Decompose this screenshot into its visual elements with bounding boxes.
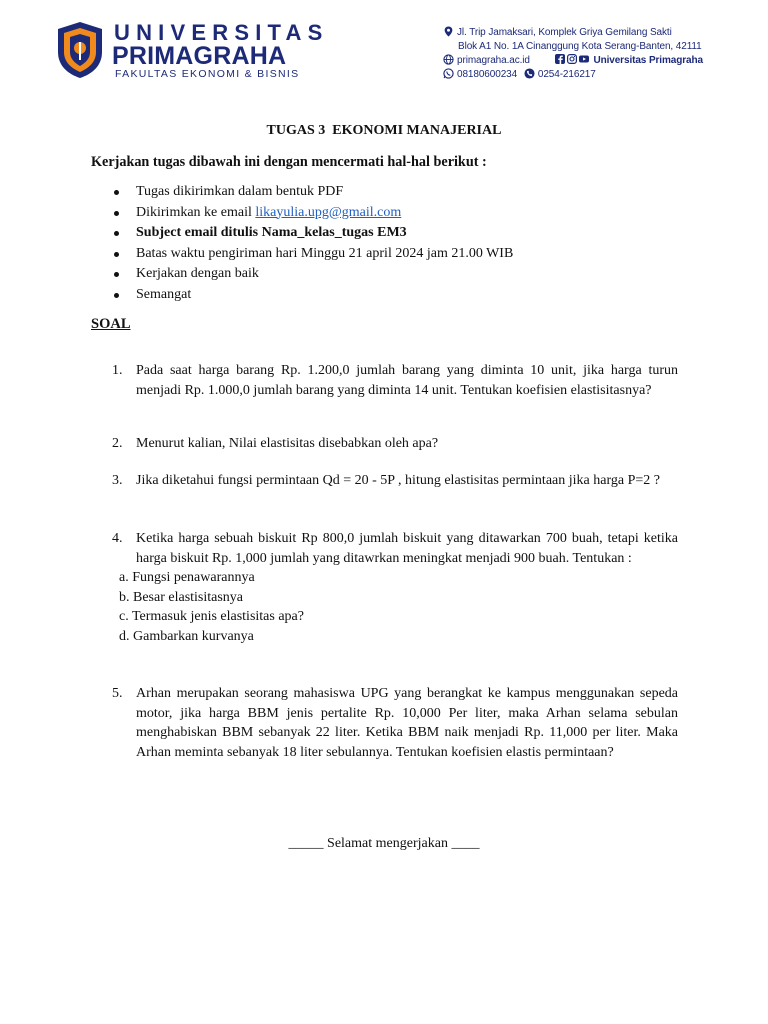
- question-1: [112, 361, 678, 400]
- whatsapp-icon: [443, 68, 454, 79]
- phone-whatsapp: 08180600234: [457, 69, 518, 80]
- sub-question: d. Gambarkan kurvanya: [119, 628, 254, 644]
- instructions-intro: Kerjakan tugas dibawah ini dengan mencermati hal-hal berikut :: [91, 154, 487, 170]
- question-2: [112, 434, 678, 454]
- university-name-line1: UNIVERSITAS: [114, 20, 329, 45]
- list-item: [91, 264, 513, 285]
- question-number: 2.: [112, 436, 123, 451]
- address-row-1: [443, 26, 672, 39]
- globe-icon: [443, 54, 454, 65]
- youtube-icon: [579, 54, 589, 64]
- list-item-text: Dikirimkan ke email: [136, 204, 256, 220]
- website-text: primagraha.ac.id: [457, 55, 530, 66]
- bullet-icon: [114, 231, 119, 236]
- sub-question: c. Termasuk jenis elastisitas apa?: [119, 609, 304, 624]
- address-line-1: Jl. Trip Jamaksari, Komplek Griya Gemilang Sakti: [457, 27, 672, 38]
- list-item-text: Batas waktu pengiriman hari Minggu 21 april 2024 jam 21.00 WIB: [136, 245, 514, 261]
- question-number: 4.: [112, 531, 123, 546]
- question-text: Jika diketahui fungsi permintaan Qd = 20 - 5P , hitung elastisitas permintaan jika harga P=2 ?: [136, 473, 660, 488]
- question-text: Ketika harga sebuah biskuit Rp 800,0 jumlah biskuit yang ditawarkan 700 buah, tetapi ketika harga biskuit Rp. 1,000 jumlah yang ditawrkan meningkat menjadi 900 buah. Tentukan :: [136, 531, 678, 566]
- closing-message: _____ Selamat mengerjakan ____: [288, 836, 480, 851]
- phone-icon: [524, 68, 535, 79]
- question-number: 1.: [112, 363, 123, 378]
- bullet-icon: [114, 211, 119, 216]
- social-icons: [555, 55, 594, 66]
- list-item-text: Subject email ditulis Nama_kelas_tugas EM3: [136, 225, 407, 240]
- list-item: [91, 203, 513, 224]
- bullet-icon: [114, 190, 119, 195]
- list-item-text: Semangat: [136, 286, 192, 302]
- question-3: [112, 471, 678, 491]
- phone-office: 0254-216217: [537, 69, 596, 80]
- instagram-icon: [567, 54, 577, 64]
- document-title: TUGAS 3 EKONOMI MANAJERIAL: [266, 123, 502, 138]
- list-item: [91, 223, 513, 244]
- sub-question: a. Fungsi penawarannya: [119, 570, 255, 585]
- list-item: [91, 182, 513, 203]
- social-name: Universitas Primagraha: [593, 55, 703, 66]
- list-item: [91, 285, 513, 306]
- question-number: 5.: [112, 686, 123, 701]
- university-logo-icon: [55, 20, 105, 80]
- question-text: Pada saat harga barang Rp. 1.200,0 jumlah barang yang diminta 10 unit, jika harga turun menjadi Rp. 1.000,0 jumlah barang yang diminta 14 unit. Tentukan koefisien elastisitasnya?: [136, 363, 678, 398]
- question-4: [112, 529, 678, 646]
- address-row-2: [458, 40, 702, 53]
- location-pin-icon: [443, 26, 454, 37]
- question-5: [112, 684, 678, 762]
- phone-row: [443, 68, 596, 81]
- web-social-row: [443, 54, 703, 67]
- bullet-icon: [114, 293, 119, 298]
- question-text: Arhan merupakan seorang mahasiswa UPG yang berangkat ke kampus menggunakan sepeda motor, jika harga BBM jenis pertalite Rp. 10,000 Per liter, maka Arhan selama sebulan menghabiskan BBM sebanyak 22 liter. Ketika BBM naik menjadi Rp. 11,000 per liter. Maka Arhan meminta sebanyak 18 liter sebulannya. Tentukan koefisien elastis permintaan?: [136, 686, 678, 760]
- facebook-icon: [555, 54, 565, 64]
- letterhead: [0, 0, 768, 100]
- list-item-text: Kerjakan dengan baik: [136, 266, 259, 281]
- faculty-name: FAKULTAS EKONOMI & BISNIS: [115, 68, 300, 80]
- instruction-list: [91, 182, 513, 305]
- bullet-icon: [114, 252, 119, 257]
- sub-question: b. Besar elastisitasnya: [119, 589, 244, 605]
- address-line-2: Blok A1 No. 1A Cinanggung Kota Serang-Banten, 42111: [458, 41, 702, 52]
- question-number: 3.: [112, 473, 123, 488]
- question-text: Menurut kalian, Nilai elastisitas disebabkan oleh apa?: [136, 436, 439, 451]
- list-item: [91, 244, 513, 265]
- university-name-line2: PRIMAGRAHA: [112, 42, 287, 70]
- bullet-icon: [114, 272, 119, 277]
- email-link[interactable]: likayulia.upg@gmail.com: [255, 204, 402, 220]
- list-item-text: Tugas dikirimkan dalam bentuk PDF: [136, 184, 344, 199]
- soal-heading: SOAL: [91, 316, 131, 332]
